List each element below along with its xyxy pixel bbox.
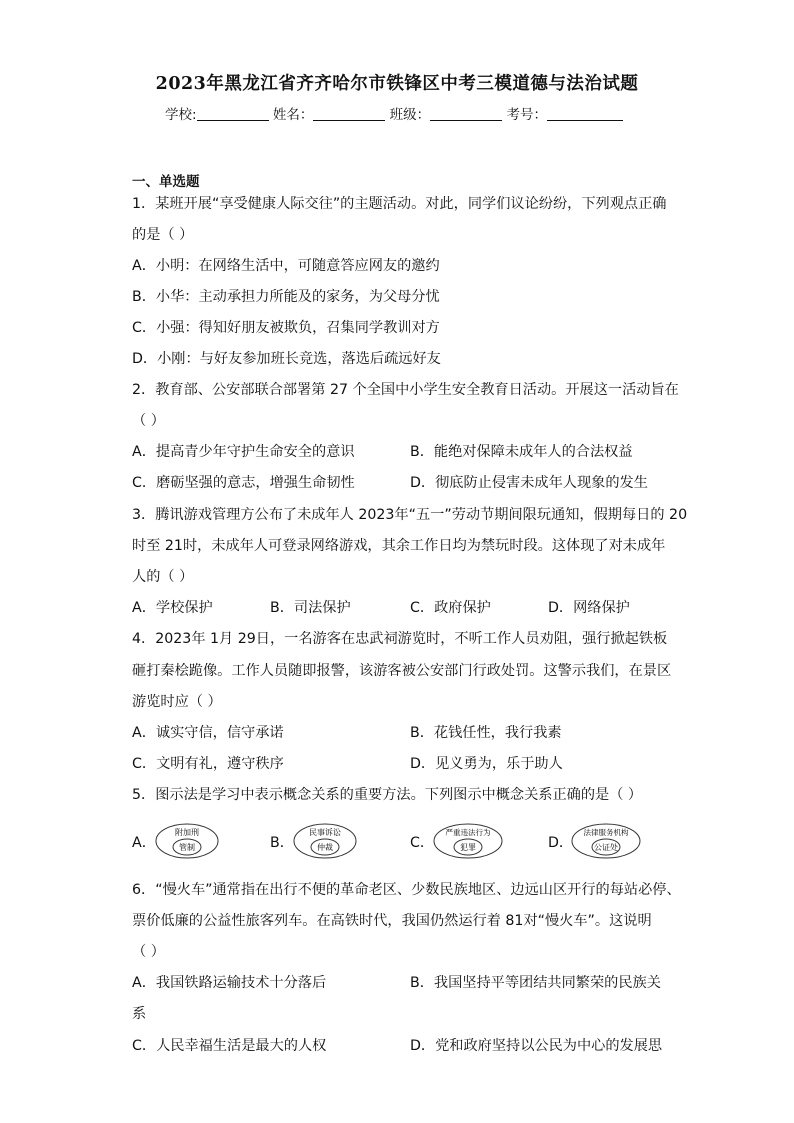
q4-option-d: D．见义勇为，乐于助人 bbox=[410, 756, 563, 772]
q5-option-d-diagram bbox=[570, 822, 642, 860]
q2-stem-line2: （ ） bbox=[132, 413, 165, 429]
q4-option-a: A．诚实守信，信守承诺 bbox=[132, 725, 284, 741]
q6-stem-line3: （ ） bbox=[132, 944, 165, 960]
q3-option-c: C．政府保护 bbox=[410, 600, 491, 616]
q5-option-a-diagram bbox=[154, 822, 220, 860]
name-label: 姓名： bbox=[272, 107, 314, 123]
q2-stem-line1: 2．教育部、公安部联合部署第 27 个全国中小学生安全教育日活动。开展这一活动旨在 bbox=[132, 382, 679, 398]
q1-option-b: B．小华：主动承担力所能及的家务，为父母分忧 bbox=[132, 289, 440, 305]
q5-option-d-label: D． bbox=[548, 835, 574, 851]
class-label: 班级： bbox=[389, 107, 431, 123]
q4-stem-line1: 4．2023年 1月 29日，一名游客在忠武祠游览时，不听工作人员劝阻，强行掀起铁板 bbox=[132, 631, 668, 647]
page-title: 2023年黑龙江省齐齐哈尔市铁锋区中考三模道德与法治试题 bbox=[155, 74, 639, 94]
q4-stem-line3: 游览时应（ ） bbox=[132, 694, 222, 710]
q2-option-c: C．磨砺坚强的意志，增强生命韧性 bbox=[132, 475, 355, 491]
name-blank bbox=[313, 106, 385, 121]
q3-option-b: B．司法保护 bbox=[270, 600, 351, 616]
q5-option-b-label: B． bbox=[270, 835, 294, 851]
q3-option-d: D．网络保护 bbox=[548, 600, 630, 616]
q1-option-d: D．小刚：与好友参加班长竞选，落选后疏远好友 bbox=[132, 351, 441, 367]
q6-option-d: D．党和政府坚持以公民为中心的发展思 bbox=[410, 1038, 663, 1054]
exam-number-blank bbox=[547, 106, 623, 121]
student-info-line bbox=[165, 103, 623, 123]
q5-d-outer-text: 法律服务机构 bbox=[583, 828, 629, 837]
q1-stem-line1: 1．某班开展“享受健康人际交往”的主题活动。对此，同学们议论纷纷，下列观点正确 bbox=[132, 196, 667, 212]
q1-option-a: A．小明：在网络生活中，可随意答应网友的邀约 bbox=[132, 258, 440, 274]
school-blank bbox=[197, 106, 269, 121]
q6-stem-line1: 6．“慢火车”通常指在出行不便的革命老区、少数民族地区、边远山区开行的每站必停、 bbox=[132, 882, 681, 898]
q5-option-b-diagram bbox=[292, 822, 358, 860]
q6-option-c: C．人民幸福生活是最大的人权 bbox=[132, 1038, 327, 1054]
q2-option-b: B．能绝对保障未成年人的合法权益 bbox=[410, 444, 633, 460]
section-heading: 一、单选题 bbox=[132, 174, 200, 190]
q3-stem-line3: 人的（ ） bbox=[132, 569, 194, 585]
q2-option-d: D．彻底防止侵害未成年人现象的发生 bbox=[410, 475, 648, 491]
class-blank bbox=[430, 106, 502, 121]
q5-option-c-label: C． bbox=[410, 835, 435, 851]
q5-b-inner-text: 仲裁 bbox=[317, 843, 333, 852]
q5-option-c-diagram bbox=[432, 822, 504, 860]
school-label: 学校: bbox=[165, 107, 197, 123]
q1-option-c: C．小强：得知好朋友被欺负，召集同学教训对方 bbox=[132, 320, 440, 336]
q5-option-a-label: A． bbox=[132, 835, 156, 851]
exam-number-label: 考号： bbox=[506, 107, 547, 123]
q6-option-a: A．我国铁路运输技术十分落后 bbox=[132, 975, 327, 991]
q5-b-outer-text: 民事诉讼 bbox=[309, 828, 341, 837]
q5-c-inner-text: 犯罪 bbox=[460, 843, 476, 852]
q6-option-b: B．我国坚持平等团结共同繁荣的民族关 bbox=[410, 975, 661, 991]
q5-c-outer-text: 严重违法行为 bbox=[445, 828, 491, 837]
q4-stem-line2: 砸打秦桧跪像。工作人员随即报警，该游客被公安部门行政处罚。这警示我们，在景区 bbox=[132, 663, 672, 679]
q5-stem: 5．图示法是学习中表示概念关系的重要方法。下列图示中概念关系正确的是（ ） bbox=[132, 787, 643, 803]
q4-option-b: B．花钱任性，我行我素 bbox=[410, 725, 562, 741]
q1-stem-line2: 的是（ ） bbox=[132, 227, 194, 243]
q3-stem-line2: 时至 21时，未成年人可登录网络游戏，其余工作日均为禁玩时段。这体现了对未成年 bbox=[132, 538, 666, 554]
q6-option-b-continued: 系 bbox=[132, 1006, 147, 1022]
q5-a-inner-text: 管制 bbox=[179, 843, 195, 852]
q6-stem-line2: 票价低廉的公益性旅客列车。在高铁时代，我国仍然运行着 81对“慢火车”。这说明 bbox=[132, 913, 652, 929]
q3-stem-line1: 3．腾讯游戏管理方公布了未成年人 2023年“五一”劳动节期间限玩通知，假期每日的 20 bbox=[132, 507, 688, 523]
q5-d-inner-text: 公证处 bbox=[594, 843, 618, 852]
q3-option-a: A．学校保护 bbox=[132, 600, 213, 616]
q2-option-a: A．提高青少年守护生命安全的意识 bbox=[132, 444, 355, 460]
q5-a-outer-text: 附加刑 bbox=[175, 828, 199, 837]
q4-option-c: C．文明有礼，遵守秩序 bbox=[132, 756, 284, 772]
